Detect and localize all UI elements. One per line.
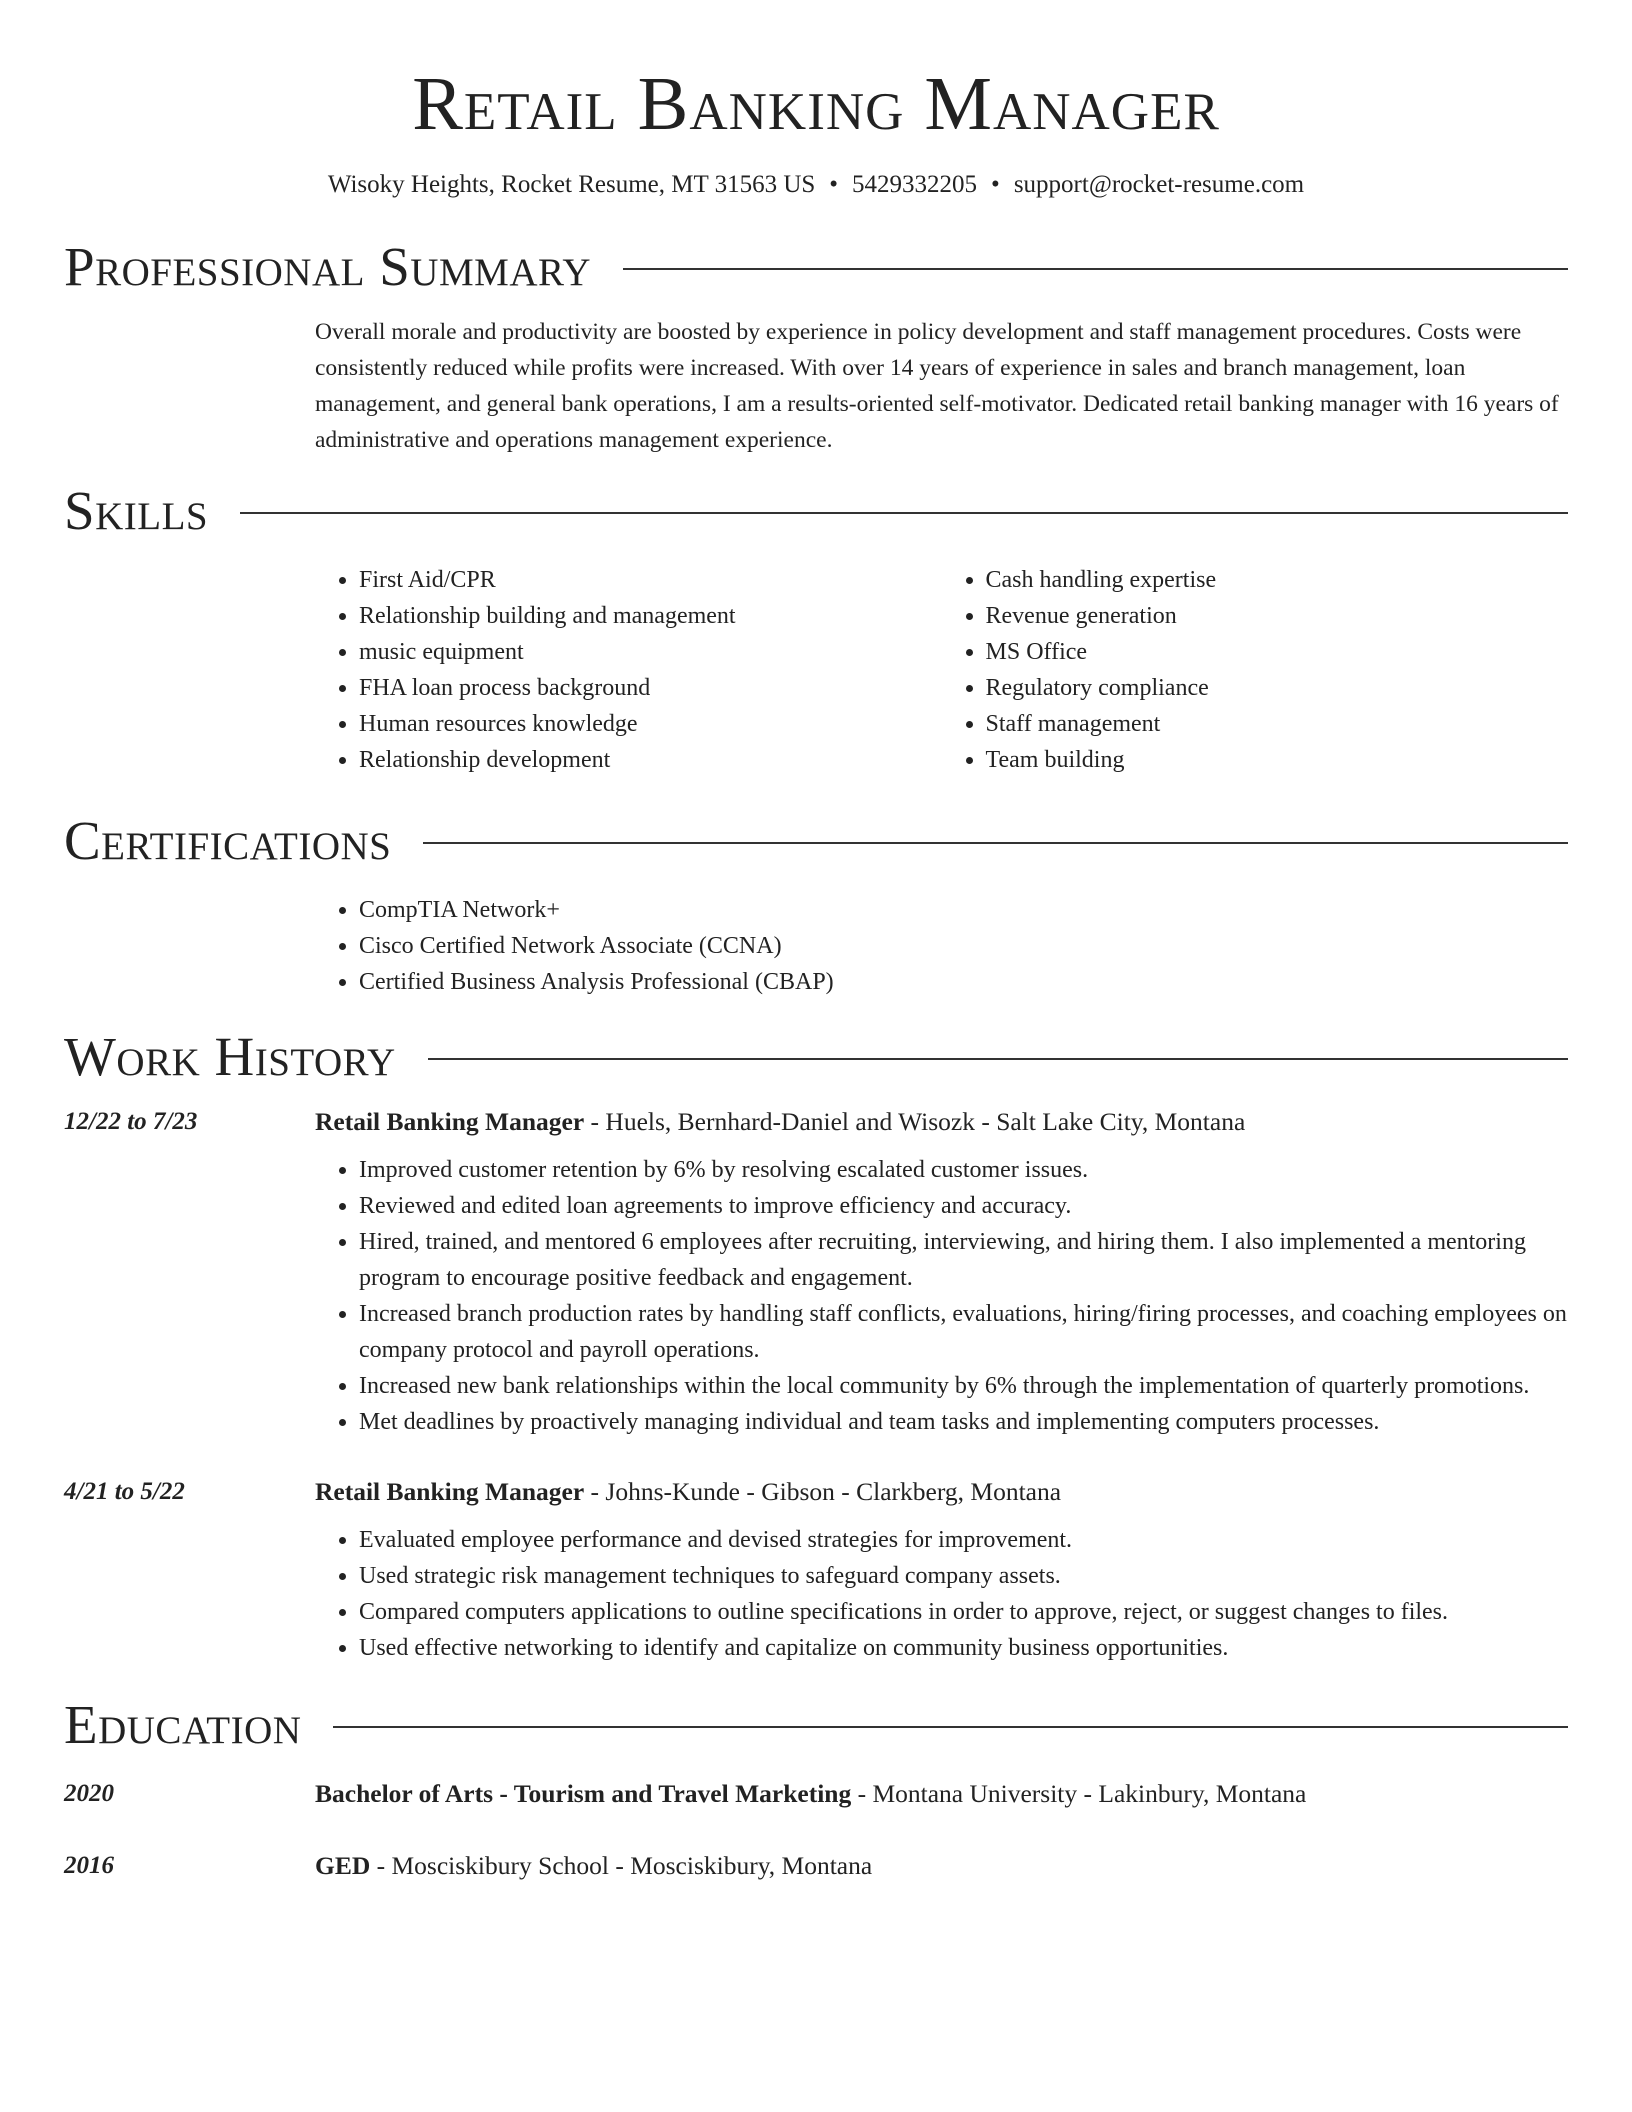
job-bullet: • Met deadlines by proactively managing individual and team tasks and implementing computers processes. <box>359 1404 1568 1440</box>
section-header <box>64 232 1568 302</box>
job-heading <box>315 1474 1061 1510</box>
skill-item: • Relationship building and management <box>359 598 942 634</box>
certifications-section <box>64 806 1568 1000</box>
skill-item: • Team building <box>986 742 1569 778</box>
job-bullet: • Reviewed and edited loan agreements to improve efficiency and accuracy. <box>359 1188 1568 1224</box>
section-title: Skills <box>64 480 209 541</box>
skill-item: • Cash handling expertise <box>986 562 1569 598</box>
section-header <box>64 806 1568 876</box>
skill-item: • MS Office <box>986 634 1569 670</box>
skill-item: • Human resources knowledge <box>359 706 942 742</box>
job-role: Retail Banking Manager <box>315 1107 585 1136</box>
contact-separator: • <box>829 171 839 198</box>
job-bullet: • Hired, trained, and mentored 6 employees after recruiting, interviewing, and hiring them. I also implemented a mentoring program to encourage positive feedback and engagement. <box>359 1224 1568 1296</box>
education-section <box>64 1690 1568 1884</box>
job-bullet: • Compared computers applications to outline specifications in order to approve, reject, or suggest changes to files. <box>359 1594 1568 1630</box>
job-bullet: • Increased new bank relationships within the local community by 6% through the implementation of quarterly promotions. <box>359 1368 1568 1404</box>
certification-item: • CompTIA Network+ <box>359 892 1568 928</box>
job-dates: 4/21 to 5/22 <box>64 1478 185 1505</box>
certification-item: • Cisco Certified Network Associate (CCNA) <box>359 928 1568 964</box>
skill-item: • Staff management <box>986 706 1569 742</box>
job-heading <box>315 1104 1245 1140</box>
section-header <box>64 1022 1568 1092</box>
skill-item: • FHA loan process background <box>359 670 942 706</box>
education-year: 2020 <box>64 1780 114 1807</box>
contact-line <box>64 168 1568 202</box>
job-bullet: • Used strategic risk management techniques to safeguard company assets. <box>359 1558 1568 1594</box>
skill-item: • Relationship development <box>359 742 942 778</box>
job-details: - Johns-Kunde - Gibson - Clarkberg, Montana <box>584 1477 1062 1506</box>
section-title: Professional Summary <box>64 236 592 297</box>
job-details: - Huels, Bernhard-Daniel and Wisozk - Salt Lake City, Montana <box>584 1107 1246 1136</box>
certifications-list-wrap <box>315 892 1568 1000</box>
contact-email: support@rocket-resume.com <box>1013 171 1305 198</box>
education-details: - Montana University - Lakinbury, Montana <box>851 1779 1307 1808</box>
education-year: 2016 <box>64 1852 114 1879</box>
job-dates: 12/22 to 7/23 <box>64 1108 198 1135</box>
education-degree: GED <box>315 1851 371 1880</box>
job-bullet: • Evaluated employee performance and devised strategies for improvement. <box>359 1522 1568 1558</box>
skills-column-1 <box>315 562 942 778</box>
education-heading <box>315 1848 872 1884</box>
contact-address: Wisoky Heights, Rocket Resume, MT 31563 US <box>327 171 816 198</box>
work-history-section <box>64 1022 1568 1666</box>
job-bullet: • Used effective networking to identify and capitalize on community business opportunities. <box>359 1630 1568 1666</box>
certifications-list <box>315 892 1568 1000</box>
section-divider <box>423 842 1568 844</box>
section-divider <box>428 1058 1568 1060</box>
resume-title: Retail Banking Manager <box>412 62 1220 146</box>
education-heading <box>315 1776 1306 1812</box>
job-entry <box>64 1104 1568 1440</box>
education-details: - Mosciskibury School - Mosciskibury, Montana <box>370 1851 873 1880</box>
job-role: Retail Banking Manager <box>315 1477 585 1506</box>
section-divider <box>240 512 1568 514</box>
summary-section <box>64 232 1568 458</box>
skill-item: • Revenue generation <box>986 598 1569 634</box>
section-header <box>64 476 1568 546</box>
section-header <box>64 1690 1568 1760</box>
contact-phone: 5429332205 <box>852 171 978 198</box>
skill-item: • music equipment <box>359 634 942 670</box>
job-bullet: • Improved customer retention by 6% by resolving escalated customer issues. <box>359 1152 1568 1188</box>
job-bullets <box>315 1522 1568 1666</box>
section-title: Work History <box>64 1026 396 1087</box>
section-title: Education <box>64 1694 302 1755</box>
section-title: Certifications <box>64 810 392 871</box>
education-degree: Bachelor of Arts - Tourism and Travel Marketing <box>315 1779 852 1808</box>
section-divider <box>333 1726 1568 1728</box>
certification-item: • Certified Business Analysis Professional (CBAP) <box>359 964 1568 1000</box>
skill-item: • First Aid/CPR <box>359 562 942 598</box>
education-entry <box>64 1848 1568 1884</box>
skills-grid <box>315 562 1568 778</box>
job-entry <box>64 1474 1568 1666</box>
skills-section <box>64 476 1568 778</box>
contact-separator: • <box>991 171 1000 198</box>
summary-text: Overall morale and productivity are boosted by experience in policy development and staff management procedures. Costs were consistently reduced while profits were increased. With over 14 years of experience in sales and branch management, loan management, and general bank operations, I am a results-oriented self-motivator. Dedicated retail banking manager with 16 years of administrative and operations management experience. <box>315 319 1559 453</box>
job-bullet: • Increased branch production rates by handling staff conflicts, evaluations, hiring/firing processes, and coaching employees on company protocol and payroll operations. <box>359 1296 1568 1368</box>
job-bullets <box>315 1152 1568 1440</box>
section-divider <box>623 268 1568 270</box>
resume-page <box>64 0 1568 1884</box>
skills-column-2 <box>942 562 1569 778</box>
education-entry <box>64 1776 1568 1812</box>
skill-item: • Regulatory compliance <box>986 670 1569 706</box>
